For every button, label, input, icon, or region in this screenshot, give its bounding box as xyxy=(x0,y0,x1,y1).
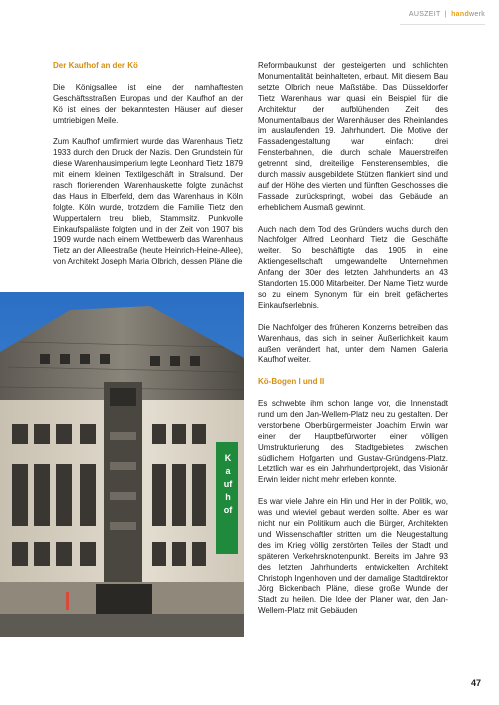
right-paragraph: Auch nach dem Tod des Gründers wuchs durch den Nachfolger Alfred Leonhard Tietz die Geschäfte weiter. So beschäftigte das 1905 in eine Aktiengesellschaft umgewandelte Unternehmen Anfang der 30er des letzten Jahrhunderts an 43 Standorten 15.000 Mitarbeiter. Der Name Tietz wurde so zu einem Synonym für ein breit gefächertes Einkaufserlebnis. xyxy=(258,224,448,310)
right-paragraph: Reformbaukunst der gesteigerten und schlichten Monumentalität beinhalteten, erbaut. Mit diesem Bau setzte Olbrich neue Maßstäbe. Das Düsseldorfer Tietz Warenhaus war quasi ein Beispiel für die Architektur der aufblühenden Zeit des Monumentalbaus der Warenhäuser des Rheinlandes im auslaufenden 19. Jahrhundert. Die Motive der Fassadengestaltung war einfach: drei Fensterbahnen, die durch schale Mauerstreifen getrennt sind, dreiteilige Fensterensembles, die durch massiv ausgebildete Stützen flankiert sind und auf der Höhe des vierten und fünften Geschosses die Fassade zurückspringt, wobei das Gebäude an erheblichem Ausmaß gewinnt. xyxy=(258,61,448,212)
left-column xyxy=(53,61,243,279)
left-heading: Der Kaufhof an der Kö xyxy=(53,61,138,70)
right-paragraph: Die Nachfolger des früheren Konzerns betreiben das Warenhaus, das sich in seiner Äußerlichkeit kaum außen verändert hat, unter dem Namen Galeria Kaufhof weiter. xyxy=(258,322,448,365)
header-rule xyxy=(400,24,485,25)
right-column xyxy=(258,61,448,628)
header-brand-light: werk xyxy=(469,11,485,18)
page-number: 47 xyxy=(470,678,481,688)
header-separator: | xyxy=(444,11,447,18)
left-paragraph: Die Königsallee ist eine der namhaftesten Geschäftsstraßen Europas und der Kaufhof an der Kö ist eines der bekanntesten Häuser auf dieser umtriebigen Meile. xyxy=(53,82,243,125)
right-paragraph: Es schwebte ihm schon lange vor, die Innenstadt rund um den Jan-Wellem-Platz neu zu gestalten. Der verstorbene Oberbürgermeister Joachim Erwin war einer der Hauptbefürworter einer völligen Umstrukturierung des Stadtgebietes zwischen südlichem Hofgarten und Gustav-Gründgens-Platz. Letztlich war es ein Jahrhundertprojekt, das Visionär Erwin leider nicht mehr erleben konnte. xyxy=(258,399,448,485)
kaufhof-sign-text: Kaufhof xyxy=(223,453,233,515)
header-brand-bold: hand xyxy=(451,11,470,18)
left-paragraph: Zum Kaufhof umfirmiert wurde das Warenhaus Tietz 1933 durch den Druck der Nazis. Den Grundstein für diese Warenhausimperium legte Leonhard Tietz 1879 mit einem kleinen Textilgeschäft in Stralsund. Der rasch florierenden Warenhauskette folgte zunächst das Haus in Elberfeld, dem das Warenhaus in Köln folgte. Köln wurde, trotzdem die Familie Tietz den Wuppertalern treu blieb, Stammsitz. Punkvolle Einkaufspaläste folgten und in der Zeit von 1907 bis 1909 wurde nach einem Wettbewerb das Warenhaus Tietz an der Alleestraße (heute Heinrich-Heine-Allee), von Architekt Joseph Maria Olbrich, dessen Pläne die xyxy=(53,137,243,267)
right-heading: Kö-Bogen I und II xyxy=(258,377,325,387)
kaufhof-building-photo xyxy=(0,292,244,637)
running-header xyxy=(409,11,485,18)
header-section: AUSZEIT xyxy=(408,11,441,18)
right-paragraph: Es war viele Jahre ein Hin und Her in der Politik, wo, was und wieviel gebaut werden sollte. Aber es war nicht nur ein Politikum auch die Bürger, Architekten und Wissenschaftler stritten um die Neugestaltung des im Krieg völlig zerstörten Teiles der Stadt und späteren Verkehrsknotenpunkt. Bereits im Jahre 93 des letzten Jahrhunderts entwickelten Architekt Christoph Ingenhoven und der damalige Stadtdirektor Jörg Bickenbach Pläne, diese große Wunde der Stadt zu heilen. Die Idee der Planer war, den Jan-Wellem-Platz mit Gebäuden xyxy=(258,497,448,616)
